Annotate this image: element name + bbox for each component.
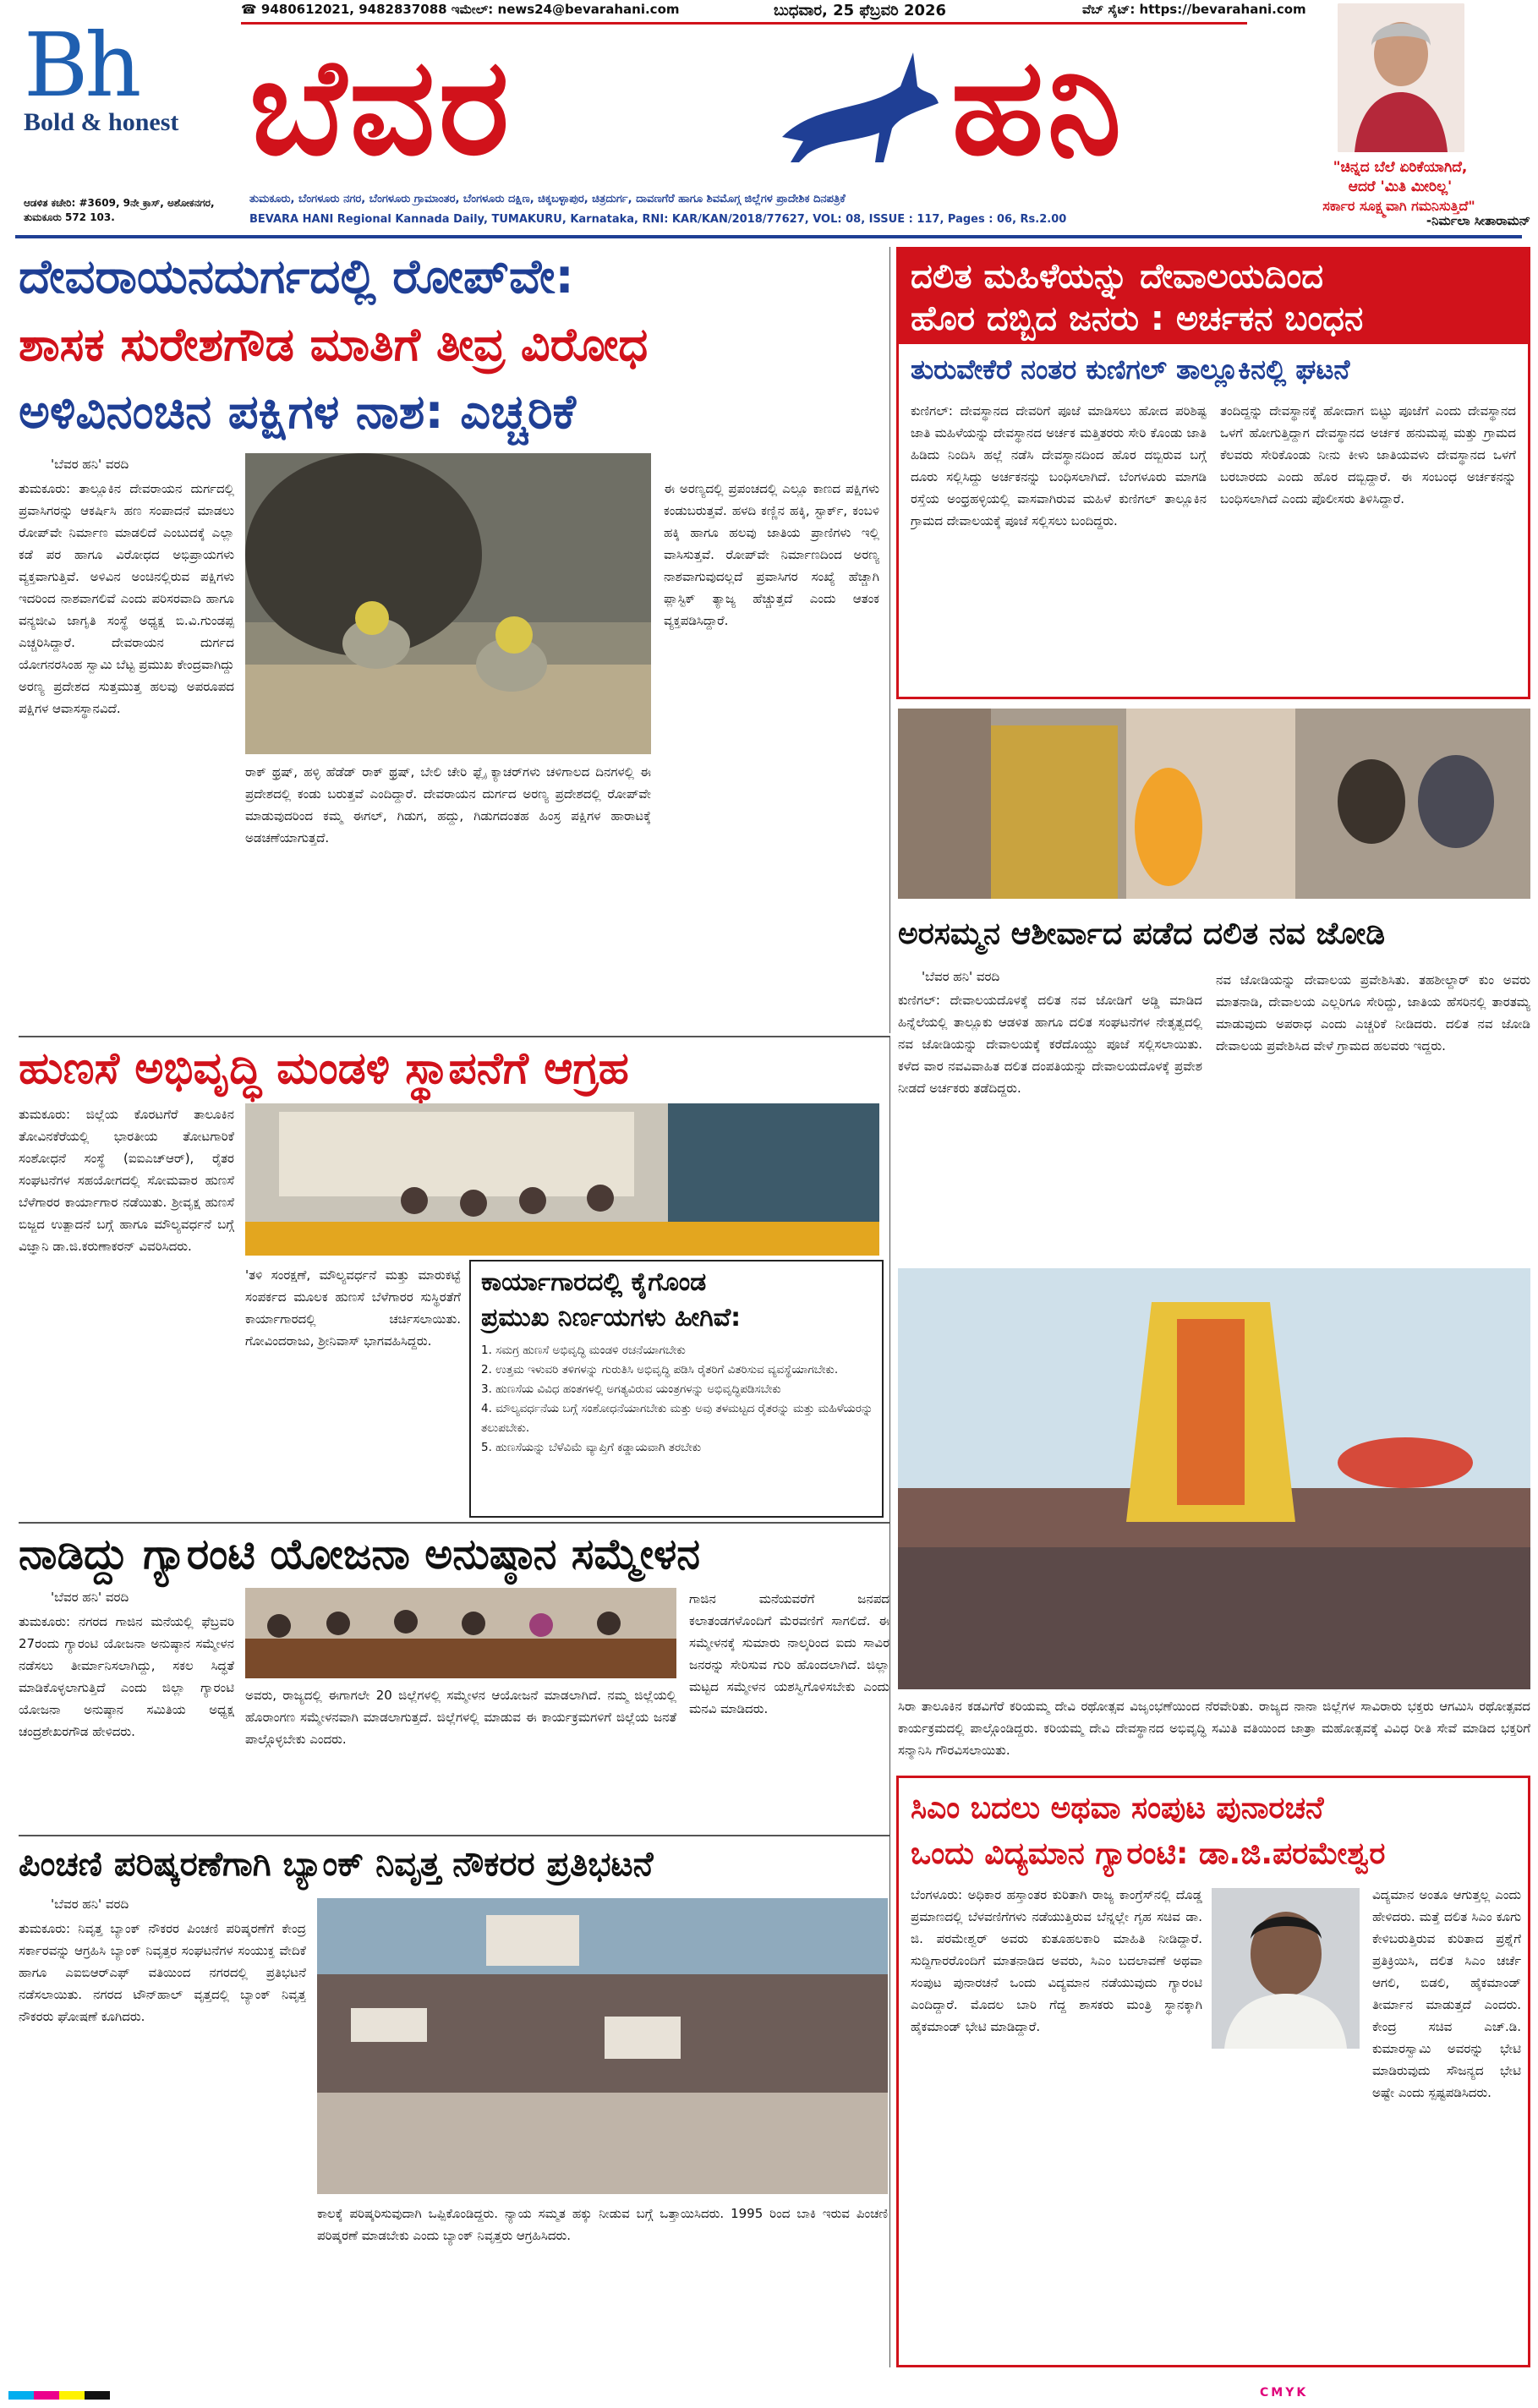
resolution-item: 5. ಹುಣಸೆಯನ್ನು ಬೆಳೆವಿಮೆ ವ್ಯಾಪ್ತಿಗೆ ಕಡ್ಡಾಯವಾಗಿ ತರಬೇಕು [481, 1441, 702, 1454]
cmyk-marks: CMYK [1260, 2386, 1309, 2400]
resolution-item: 1. ಸಮಗ್ರ ಹುಣಸೆ ಅಭಿವೃದ್ಧಿ ಮಂಡಳಿ ರಚನೆಯಾಗಬೇಕು [481, 1344, 686, 1357]
guarantee-meeting-photo [245, 1588, 676, 1678]
logo [24, 14, 218, 145]
story1-headline-3: ಅಳಿವಿನಂಚಿನ ಪಕ್ಷಿಗಳ ನಾಶ: ಎಚ್ಚರಿಕೆ [19, 385, 576, 440]
resolutions-head-2: ಪ್ರಮುಖ ನಿರ್ಣಯಗಳು ಹೀಗಿವೆ: [481, 1303, 742, 1333]
birds-photo [245, 453, 651, 754]
story7-headline-1: ಸಿಎಂ ಬದಲು ಅಥವಾ ಸಂಪುಟ ಪುನಾರಚನೆ [911, 1791, 1324, 1825]
quote-author: -ನಿರ್ಮಲಾ ಸೀತಾರಾಮನ್ [1426, 213, 1530, 228]
story4-body-col1: ತುಮಕೂರು: ಜಿಲ್ಲೆಯ ಕೊರಟಗೆರೆ ತಾಲೂಕಿನ ತೋವಿನಕೆರೆಯಲ್ಲಿ ಭಾರತೀಯ ತೋಟಗಾರಿಕೆ ಸಂಶೋಧನೆ ಸಂಸ್ಥೆ (ಐಐಎಚ್‌ಆರ್), ರೈತರ ಸಂಘಟನೆಗಳ ಸಹಯೋಗದಲ್ಲಿ ಸೋಮವಾರ ಹುಣಸೆ ಬೆಳೆಗಾರರ ಕಾರ್ಯಾಗಾರ ನಡೆಯಿತು. ಶ್ರೀವೃಕ್ಷ ಹುಣಸೆ ಬಿಜ್ಜದ ಉತ್ಪಾದನೆ ಬಗ್ಗೆ ಹಾಗೂ ಮೌಲ್ಯವರ್ಧನೆ ಬಗ್ಗೆ ವಿಜ್ಞಾನಿ ಡಾ.ಜಿ.ಕರುಣಾಕರನ್ ವಿವರಿಸಿದರು. [19, 1107, 234, 1254]
regno-line: BEVARA HANI Regional Kannada Daily, TUMAKURU, Karnataka, RNI: KAR/KAN/2018/77627, VOL: 08, ISSUE : 117, Pages : 06, Rs.2.00 [249, 213, 1067, 226]
story5-headline: ನಾಡಿದ್ದು ಗ್ಯಾರಂಟಿ ಯೋಜನಾ ಅನುಷ್ಠಾನ ಸಮ್ಮೇಳನ [19, 1530, 701, 1579]
story2-subhead: ತುರುವೇಕೆರೆ ನಂತರ ಕುಣಿಗಲ್ ತಾಲ್ಲೂಕಿನಲ್ಲಿ ಘಟನೆ [911, 353, 1350, 386]
office-address: ಆಡಳಿತ ಕಚೇರಿ: #3609, 9ನೇ ಕ್ರಾಸ್, ಅಶೋಕನಗರ, ತುಮಕೂರು 572 103. [24, 197, 215, 223]
masthead-top-rule [241, 22, 1247, 25]
logo-tagline: Bold & honest [24, 108, 179, 136]
logo-letters: Bh [24, 14, 139, 117]
story1-body-col2: ಈ ಅರಣ್ಯದಲ್ಲಿ ಪ್ರಪಂಚದಲ್ಲಿ ಎಲ್ಲೂ ಕಾಣದ ಪಕ್ಷಿಗಳು ಕಂಡುಬರುತ್ತವೆ. ಹಳದಿ ಕಣ್ಣಿನ ಹಕ್ಕಿ, ಸ್ಟಾರ್ಕ್, ಕಂಬಳಿ ಹಕ್ಕಿ ಹಾಗೂ ಹಲವು ಜಾತಿಯ ಪ್ರಾಣಿಗಳು ಇಲ್ಲಿ ವಾಸಿಸುತ್ತವೆ. ರೋಪ್‌ವೇ ನಿರ್ಮಾಣದಿಂದ ಅರಣ್ಯ ನಾಶವಾಗುವುದಲ್ಲದೆ ಪ್ರವಾಸಿಗರ ಸಂಖ್ಯೆ ಹೆಚ್ಚಾಗಿ ಪ್ಲಾಸ್ಟಿಕ್ ತ್ಯಾಜ್ಯ ಹೆಚ್ಚುತ್ತದೆ ಎಂದು ಆತಂಕ ವ್ಯಕ್ತಪಡಿಸಿದ್ದಾರೆ. [664, 481, 879, 628]
masthead-bottom-rule [15, 235, 1522, 238]
story2-headline-2: ಹೊರ ದಬ್ಬಿದ ಜನರು : ಅರ್ಚಕನ ಬಂಧನ [911, 299, 1364, 338]
footer-registration-bar [0, 2383, 1538, 2408]
story4-headline: ಹುಣಸೆ ಅಭಿವೃದ್ಧಿ ಮಂಡಳಿ ಸ್ಥಾಪನೆಗೆ ಆಗ್ರಹ [19, 1043, 629, 1094]
contact-line [241, 2, 714, 20]
deer-emblem [765, 36, 947, 171]
phone-icon: ☎ [241, 2, 261, 17]
resolution-item: 2. ಉತ್ತಮ ಇಳುವರಿ ತಳಿಗಳನ್ನು ಗುರುತಿಸಿ ಅಭಿವೃದ್ಧಿ ಪಡಿಸಿ ರೈತರಿಗೆ ವಿತರಿಸುವ ವ್ಯವಸ್ಥೆಯಾಗಬೇಕು. [481, 1363, 839, 1376]
quote-box [1260, 0, 1538, 218]
story5-body-col1: ತುಮಕೂರು: ನಗರದ ಗಾಜಿನ ಮನೆಯಲ್ಲಿ ಫೆಬ್ರವರಿ 27ರಂದು ಗ್ಯಾರಂಟಿ ಯೋಜನಾ ಅನುಷ್ಠಾನ ಸಮ್ಮೇಳನ ನಡೆಸಲು ತೀರ್ಮಾನಿಸಲಾಗಿದ್ದು, ಸಕಲ ಸಿದ್ಧತೆ ಮಾಡಿಕೊಳ್ಳಲಾಗುತ್ತಿದೆ ಎಂದು ಜಿಲ್ಲಾ ಗ್ಯಾರಂಟಿ ಯೋಜನಾ ಅನುಷ್ಠಾನ ಸಮಿತಿಯ ಅಧ್ಯಕ್ಷ ಚಂದ್ರಶೇಖರಗೌಡ ಹೇಳಿದರು. [19, 1614, 234, 1739]
story3-headline: ಅರಸಮ್ಮನ ಆಶೀರ್ವಾದ ಪಡೆದ ದಲಿತ ನವ ಜೋಡಿ [898, 917, 1386, 951]
col-divider-1 [889, 247, 890, 1033]
hrule-story4 [19, 1036, 889, 1037]
story7-body-col2: ವಿದ್ಯಮಾನ ಅಂತೂ ಆಗುತ್ತಲ್ಲ ಎಂದು ಹೇಳಿದರು. ಮತ್ತೆ ದಲಿತ ಸಿಎಂ ಕೂಗು ಕೇಳಿಬರುತ್ತಿರುವ ಕುರಿತಾದ ಪ್ರಶ್ನೆಗೆ ಪ್ರತಿಕ್ರಿಯಿಸಿ, ದಲಿತ ಸಿಎಂ ಚರ್ಚೆ ಆಗಲಿ, ಬಿಡಲಿ, ಹೈಕಮಾಂಡ್ ತೀರ್ಮಾನ ಮಾಡುತ್ತದೆ ಎಂದರು. ಕೇಂದ್ರ ಸಚಿವ ಎಚ್.ಡಿ. ಕುಮಾರಸ್ವಾಮಿ ಅವರನ್ನು ಭೇಟಿ ಮಾಡಿರುವುದು ಸೌಜನ್ಯದ ಭೇಟಿ ಅಷ್ಟೇ ಎಂದು ಸ್ಪಷ್ಟಪಡಿಸಿದರು. [1372, 1887, 1521, 2100]
registration-swatch [8, 2391, 110, 2400]
story3-body-col2: ನವ ಜೋಡಿಯನ್ನು ದೇವಾಲಯ ಪ್ರವೇಶಿಸಿತು. ತಹಶೀಲ್ದಾರ್ ಕುಂ ಅವರು ಮಾತನಾಡಿ, ದೇವಾಲಯ ಎಲ್ಲರಿಗೂ ಸೇರಿದ್ದು, ಜಾತಿಯ ಹೆಸರಿನಲ್ಲಿ ತಾರತಮ್ಯ ಮಾಡುವುದು ಅಪರಾಧ ಎಂದು ಎಚ್ಚರಿಕೆ ನೀಡಿದರು. ದಲಿತ ನವ ಜೋಡಿ ದೇವಾಲಯ ಪ್ರವೇಶಿಸಿದ ವೇಳೆ ಗ್ರಾಮದ ಹಲವರು ಇದ್ದರು. [1216, 972, 1530, 1054]
col-divider-2 [889, 1036, 890, 2367]
chariot-photo [898, 1268, 1530, 1689]
story6-body-col1: ತುಮಕೂರು: ನಿವೃತ್ತ ಬ್ಯಾಂಕ್ ನೌಕರರ ಪಿಂಚಣಿ ಪರಿಷ್ಕರಣೆಗೆ ಕೇಂದ್ರ ಸರ್ಕಾರವನ್ನು ಆಗ್ರಹಿಸಿ ಬ್ಯಾಂಕ್ ನಿವೃತ್ತರ ಸಂಘಟನೆಗಳ ಸಂಯುಕ್ತ ವೇದಿಕೆ ಹಾಗೂ ಎಐಬಿಆರ್‌ಎಫ್ ವತಿಯಿಂದ ನಗರದಲ್ಲಿ ಪ್ರತಿಭಟನೆ ನಡೆಸಲಾಯಿತು. ನಗರದ ಟೌನ್‌ಹಾಲ್ ವೃತ್ತದಲ್ಲಿ ಬ್ಯಾಂಕ್ ನಿವೃತ್ತ ನೌಕರರು ಘೋಷಣೆ ಕೂಗಿದರು. [19, 1921, 306, 2024]
resolutions-box [469, 1260, 884, 1518]
quote-line-2: ಆದರೆ 'ಮಿತಿ ಮೀರಿಲ್ಲ' [1348, 178, 1453, 195]
story6-byline: 'ಬೆವರ ಹನಿ' ವರದಿ [51, 1896, 129, 1912]
story7-box [896, 1776, 1530, 2367]
story3-byline: 'ಬೆವರ ಹನಿ' ವರದಿ [922, 969, 1000, 984]
story4-body-col2: 'ತಳಿ ಸಂರಕ್ಷಣೆ, ಮೌಲ್ಯವರ್ಧನೆ ಮತ್ತು ಮಾರುಕಟ್ಟೆ ಸಂಪರ್ಕದ ಮೂಲಕ ಹುಣಸೆ ಬೆಳೆಗಾರರ ಸುಸ್ಥಿರತೆಗೆ ಕಾರ್ಯಾಗಾರದಲ್ಲಿ ಚರ್ಚಿಸಲಾಯಿತು. ಗೋವಿಂದರಾಜು, ಶ್ರೀನಿವಾಸ್ ಭಾಗವಹಿಸಿದ್ದರು. [245, 1267, 461, 1349]
story5-photo-caption: ಅವರು, ರಾಜ್ಯದಲ್ಲಿ ಈಗಾಗಲೇ 20 ಜಿಲ್ಲೆಗಳಲ್ಲಿ ಸಮ್ಮೇಳನ ಆಯೋಜನೆ ಮಾಡಲಾಗಿದೆ. ನಮ್ಮ ಜಿಲ್ಲೆಯಲ್ಲಿ ಹೊರಾಂಗಣ ಸಮ್ಮೇಳನವಾಗಿ ಮಾಡಲಾಗುತ್ತದೆ. ಜಿಲ್ಲೆಗಳಲ್ಲಿ ಮಾಡುವ ಈ ಕಾರ್ಯಕ್ರಮಗಳಿಗೆ ಜಿಲ್ಲೆಯ ಜನತೆ ಪಾಲ್ಗೊಳ್ಳಬೇಕು ಎಂದರು. [245, 1688, 676, 1747]
paper-title-right: ಹನಿ [951, 30, 1125, 185]
story7-body-col1: ಬೆಂಗಳೂರು: ಅಧಿಕಾರ ಹಸ್ತಾಂತರ ಕುರಿತಾಗಿ ರಾಜ್ಯ ಕಾಂಗ್ರೆಸ್‌ನಲ್ಲಿ ದೊಡ್ಡ ಪ್ರಮಾಣದಲ್ಲಿ ಬೆಳವಣಿಗೆಗಳು ನಡೆಯುತ್ತಿರುವ ಬೆನ್ನಲ್ಲೇ ಗೃಹ ಸಚಿವ ಡಾ. ಜಿ. ಪರಮೇಶ್ವರ್ ಅವರು ಕುತೂಹಲಕಾರಿ ಮಾಹಿತಿ ನೀಡಿದ್ದಾರೆ. ಸುದ್ದಿಗಾರರೊಂದಿಗೆ ಮಾತನಾಡಿದ ಅವರು, ಸಿಎಂ ಬದಲಾವಣೆ ಅಥವಾ ಸಂಪುಟ ಪುನಾರಚನೆ ಒಂದು ವಿದ್ಯಮಾನ ನಡೆಯುವುದು ಗ್ಯಾರಂಟಿ ಎಂದಿದ್ದಾರೆ. ಮೊದಲ ಬಾರಿ ಗೆದ್ದ ಶಾಸಕರು ಮಂತ್ರಿ ಸ್ಥಾನಕ್ಕಾಗಿ ಹೈಕಮಾಂಡ್ ಭೇಟಿ ಮಾಡಿದ್ದಾರೆ. [911, 1887, 1202, 2034]
resolution-item: 4. ಮೌಲ್ಯವರ್ಧನೆಯ ಬಗ್ಗೆ ಸಂಶೋಧನೆಯಾಗಬೇಕು ಮತ್ತು ಅವು ತಳಮಟ್ಟದ ರೈತರನ್ನು ಮತ್ತು ಮಹಿಳೆಯರನ್ನು ತಲುಪಬೇಕು. [481, 1402, 873, 1435]
paper-title-left: ಬೆವರ [249, 30, 513, 185]
story5-body-col2: ಗಾಜಿನ ಮನೆಯವರೆಗೆ ಜನಪದ ಕಲಾತಂಡಗಳೊಂದಿಗೆ ಮೆರವಣಿಗೆ ಸಾಗಲಿದೆ. ಈ ಸಮ್ಮೇಳನಕ್ಕೆ ಸುಮಾರು ನಾಲ್ಕರಿಂದ ಐದು ಸಾವಿರ ಜನರನ್ನು ಸೇರಿಸುವ ಗುರಿ ಹೊಂದಲಾಗಿದೆ. ಜಿಲ್ಲಾ ಮಟ್ಟದ ಸಮ್ಮೇಳನ ಯಶಸ್ವಿಗೊಳಿಸಬೇಕು ಎಂದು ಮನವಿ ಮಾಡಿದರು. [689, 1591, 889, 1716]
story1-byline: 'ಬೆವರ ಹನಿ' ವರದಿ [51, 457, 129, 472]
contact-info: 9480612021, 9482837088 ಇಮೇಲ್: news24@bevarahani.com [260, 2, 680, 17]
resolutions-list [481, 1341, 873, 1458]
quote-line-1: "ಚಿನ್ನದ ಬೆಲೆ ಏರಿಕೆಯಾಗಿದೆ, [1333, 159, 1468, 176]
pension-protest-photo [317, 1898, 888, 2194]
story2-body-col1: ಕುಣಿಗಲ್: ದೇವಸ್ಥಾನದ ದೇವರಿಗೆ ಪೂಜೆ ಮಾಡಿಸಲು ಹೋದ ಪರಿಶಿಷ್ಟ ಜಾತಿ ಮಹಿಳೆಯನ್ನು ದೇವಸ್ಥಾನದ ಅರ್ಚಕ ಮತ್ತಿತರರು ಸೇರಿ ಕೊಂಡು ಜಾತಿ ಹಿಡಿದು ನಿಂದಿಸಿ ಹಲ್ಲೆ ನಡೆಸಿ ದೇವಸ್ಥಾನದಿಂದ ಹೊರ ದಬ್ಬಿರುವ ಬಗ್ಗೆ ದೂರು ಸಲ್ಲಿಸಿದ್ದು ಅರ್ಚಕನನ್ನು ಬಂಧಿಸಲಾಗಿದೆ. ಬೆಂಗಳೂರು ಮಾಗಡಿ ರಸ್ತೆಯ ಅಂಧ್ರಹಳ್ಳಿಯಲ್ಲಿ ವಾಸವಾಗಿರುವ ಮಹಿಳೆ ಕುಣಿಗಲ್ ತಾಲ್ಲೂಕಿನ ಗ್ರಾಮದ ದೇವಾಲಯಕ್ಕೆ ಪೂಜೆ ಸಲ್ಲಿಸಲು ಬಂದಿದ್ದರು. [911, 403, 1207, 528]
story6-headline: ಪಿಂಚಣಿ ಪರಿಷ್ಕರಣೆಗಾಗಿ ಬ್ಯಾಂಕ್ ನಿವೃತ್ತ ನೌಕರರ ಪ್ರತಿಭಟನೆ [19, 1845, 654, 1884]
issue-date: ಬುಧವಾರ, 25 ಫೆಬ್ರವರಿ 2026 [774, 2, 947, 19]
workshop-photo [245, 1103, 879, 1256]
website: ವೆಬ್ ಸೈಟ್: https://bevarahani.com [1082, 2, 1306, 17]
story1-headline-1: ದೇವರಾಯನದುರ್ಗದಲ್ಲಿ ರೋಪ್‌ವೇ: [19, 249, 574, 304]
story3-body-col1: ಕುಣಿಗಲ್: ದೇವಾಲಯದೊಳಕ್ಕೆ ದಲಿತ ನವ ಜೋಡಿಗೆ ಅಡ್ಡಿ ಮಾಡಿದ ಹಿನ್ನೆಲೆಯಲ್ಲಿ ತಾಲ್ಲೂಕು ಆಡಳಿತ ಹಾಗೂ ದಲಿತ ಸಂಘಟನೆಗಳ ನೇತೃತ್ವದಲ್ಲಿ ನವ ಜೋಡಿಯನ್ನು ದೇವಾಲಯಕ್ಕೆ ಕರೆದೊಯ್ದು ಪೂಜೆ ಸಲ್ಲಿಸಲಾಯಿತು. ಕಳೆದ ವಾರ ನವವಿವಾಹಿತ ದಲಿತ ದಂಪತಿಯನ್ನು ದೇವಾಲಯದೊಳಕ್ಕೆ ಪ್ರವೇಶ ನೀಡದೆ ಅರ್ಚಕರು ತಡೆದಿದ್ದರು. [898, 993, 1202, 1096]
story2-body-col2: ತಂದಿದ್ದನ್ನು ದೇವಸ್ಥಾನಕ್ಕೆ ಹೋದಾಗ ಬಿಟ್ಟು ಪೂಜೆಗೆ ಎಂದು ದೇವಸ್ಥಾನದ ಒಳಗೆ ಹೋಗುತ್ತಿದ್ದಾಗ ದೇವಸ್ಥಾನದ ಅರ್ಚಕ ಹನುಮಪ್ಪ ಮತ್ತು ಗ್ರಾಮದ ಕೆಲವರು ಸೇರಿಕೊಂಡು ನೀನು ಕೀಳು ಜಾತಿಯವಳು ದೇವಸ್ಥಾನದ ಒಳಗೆ ಬರಬಾರದು ಎಂದು ಹೊರ ದಬ್ಬಿದ್ದಾರೆ. ಈ ಸಂಬಂಧ ಅರ್ಚಕನನ್ನು ಬಂಧಿಸಲಾಗಿದೆ ಎಂದು ಪೊಲೀಸರು ತಿಳಿಸಿದ್ದಾರೆ. [1220, 403, 1516, 506]
story6-body-col2: ಕಾಲಕ್ಕೆ ಪರಿಷ್ಕರಿಸುವುದಾಗಿ ಒಪ್ಪಿಕೊಂಡಿದ್ದರು. ನ್ಯಾಯ ಸಮ್ಮತ ಹಕ್ಕು ನೀಡುವ ಬಗ್ಗೆ ಒತ್ತಾಯಿಸಿದರು. 1995 ರಿಂದ ಬಾಕಿ ಇರುವ ಪಿಂಚಣಿ ಪರಿಷ್ಕರಣೆ ಮಾಡಬೇಕು ಎಂದು ಬ್ಯಾಂಕ್ ನಿವೃತ್ತರು ಆಗ್ರಹಿಸಿದರು. [317, 2206, 888, 2243]
parameshwara-photo [1212, 1888, 1360, 2049]
story3-photo-caption: ಸಿರಾ ತಾಲೂಕಿನ ಕಡವಿಗೆರೆ ಕರಿಯಮ್ಮ ದೇವಿ ರಥೋತ್ಸವ ವಿಜೃಂಭಣೆಯಿಂದ ನೆರವೇರಿತು. ರಾಜ್ಯದ ನಾನಾ ಜಿಲ್ಲೆಗಳ ಸಾವಿರಾರು ಭಕ್ತರು ಆಗಮಿಸಿ ರಥೋತ್ಸವದ ಕಾರ್ಯಕ್ರಮದಲ್ಲಿ ಪಾಲ್ಗೊಂಡಿದ್ದರು. ಕರಿಯಮ್ಮ ದೇವಿ ದೇವಸ್ಥಾನದ ಅಭಿವೃದ್ಧಿ ಸಮಿತಿ ವತಿಯಿಂದ ಜಾತ್ರಾ ಮಹೋತ್ಸವಕ್ಕೆ ವಿವಿಧ ರೀತಿ ಸೇವೆ ಮಾಡಿದ ಭಕ್ತರಿಗೆ ಸನ್ಮಾನಿಸಿ ಗೌರವಿಸಲಾಯಿತು. [898, 1699, 1530, 1758]
quote-line-3: ಸರ್ಕಾರ ಸೂಕ್ಷ್ಮವಾಗಿ ಗಮನಿಸುತ್ತಿದೆ" [1322, 198, 1475, 214]
story7-headline-2: ಒಂದು ವಿದ್ಯಮಾನ ಗ್ಯಾರಂಟಿ: ಡಾ.ಜಿ.ಪರಮೇಶ್ವರ [911, 1836, 1386, 1871]
story5-byline: 'ಬೆವರ ಹನಿ' ವರದಿ [51, 1590, 129, 1605]
story1-body-col1: ತುಮಕೂರು: ತಾಲ್ಲೂಕಿನ ದೇವರಾಯನ ದುರ್ಗದಲ್ಲಿ ಪ್ರವಾಸಿಗರನ್ನು ಆಕರ್ಷಿಸಿ ಹಣ ಸಂಪಾದನೆ ಮಾಡಲು ರೋಪ್‌ವೇ ನಿರ್ಮಾಣ ಮಾಡಲಿದೆ ಎಂಬುದಕ್ಕೆ ಎಲ್ಲಾ ಕಡೆ ಪರ ಹಾಗೂ ವಿರೋಧದ ಅಭಿಪ್ರಾಯಗಳು ವ್ಯಕ್ತವಾಗುತ್ತಿವೆ. ಅಳಿವಿನ ಅಂಚಿನಲ್ಲಿರುವ ಪಕ್ಷಿಗಳು ಇದರಿಂದ ನಾಶವಾಗಲಿವೆ ಎಂದು ಪರಿಸರವಾದಿ ಹಾಗೂ ವನ್ಯಜೀವಿ ಜಾಗೃತಿ ಸಂಸ್ಥೆ ಅಧ್ಯಕ್ಷ ಬಿ.ವಿ.ಗುಂಡಪ್ಪ ಎಚ್ಚರಿಸಿದ್ದಾರೆ. ದೇವರಾಯನ ದುರ್ಗದ ಯೋಗನರಸಿಂಹ ಸ್ವಾಮಿ ಬೆಟ್ಟ ಪ್ರಮುಖ ಕೇಂದ್ರವಾಗಿದ್ದು ಅರಣ್ಯ ಪ್ರದೇಶದ ಸುತ್ತಮುತ್ತ ಹಲವು ಅಪರೂಪದ ಪಕ್ಷಿಗಳ ಆವಾಸಸ್ಥಾನವಿದೆ. [19, 481, 234, 716]
story1-photo-caption: ರಾಕ್ ಥ್ರಷ್, ಹಳ್ಳಿ ಹೆಡೆಡ್ ರಾಕ್ ಥ್ರಷ್, ಬೇಲಿ ಚೇರಿ ಫ್ಲೈ ಕ್ಯಾಚರ್‌ಗಳು ಚಳಿಗಾಲದ ದಿನಗಳಲ್ಲಿ ಈ ಪ್ರದೇಶದಲ್ಲಿ ಕಂಡು ಬರುತ್ತವೆ ಎಂದಿದ್ದಾರೆ. ದೇವರಾಯನ ದುರ್ಗದ ಅರಣ್ಯ ಪ್ರದೇಶದಲ್ಲಿ ರೋಪ್‌ವೇ ಮಾಡುವುದರಿಂದ ಕಮ್ಮ ಈಗಲ್, ಗಿಡುಗ, ಹದ್ದು, ಗಿಡುಗದಂತಹ ಹಿಂಸ್ರ ಪಕ್ಷಿಗಳ ಹಾರಾಟಕ್ಕೆ ಅಡಚಣೆಯಾಗುತ್ತದೆ. [245, 764, 651, 846]
story1-headline-2: ಶಾಸಕ ಸುರೇಶಗೌಡ ಮಾತಿಗೆ ತೀವ್ರ ವಿರೋಧ [19, 318, 649, 371]
resolution-item: 3. ಹುಣಸೆಯ ವಿವಿಧ ಹಂತಗಳಲ್ಲಿ ಅಗತ್ಯವಿರುವ ಯಂತ್ರಗಳನ್ನು ಅಭಿವೃದ್ಧಿಪಡಿಸಬೇಕು [481, 1382, 781, 1396]
fm-portrait [1338, 3, 1464, 152]
story2-headline-1: ದಲಿತ ಮಹಿಳೆಯನ್ನು ದೇವಾಲಯದಿಂದ [911, 257, 1324, 296]
resolutions-head-1: ಕಾರ್ಯಾಗಾರದಲ್ಲಿ ಕೈಗೊಂಡ [481, 1267, 707, 1297]
districts-line: ತುಮಕೂರು, ಬೆಂಗಳೂರು ನಗರ, ಬೆಂಗಳೂರು ಗ್ರಾಮಾಂತರ, ಬೆಂಗಳೂರು ದಕ್ಷಿಣ, ಚಿಕ್ಕಬಳ್ಳಾಪುರ, ಚಿತ್ರದುರ್ಗ, ದಾವಣಗೆರೆ ಹಾಗೂ ಶಿವಮೊಗ್ಗ ಜಿಲ್ಲೆಗಳ ಪ್ರಾದೇಶಿಕ ದಿನಪತ್ರಿಕೆ [249, 193, 846, 205]
temple-photo [898, 709, 1530, 899]
story2-box [896, 247, 1530, 699]
